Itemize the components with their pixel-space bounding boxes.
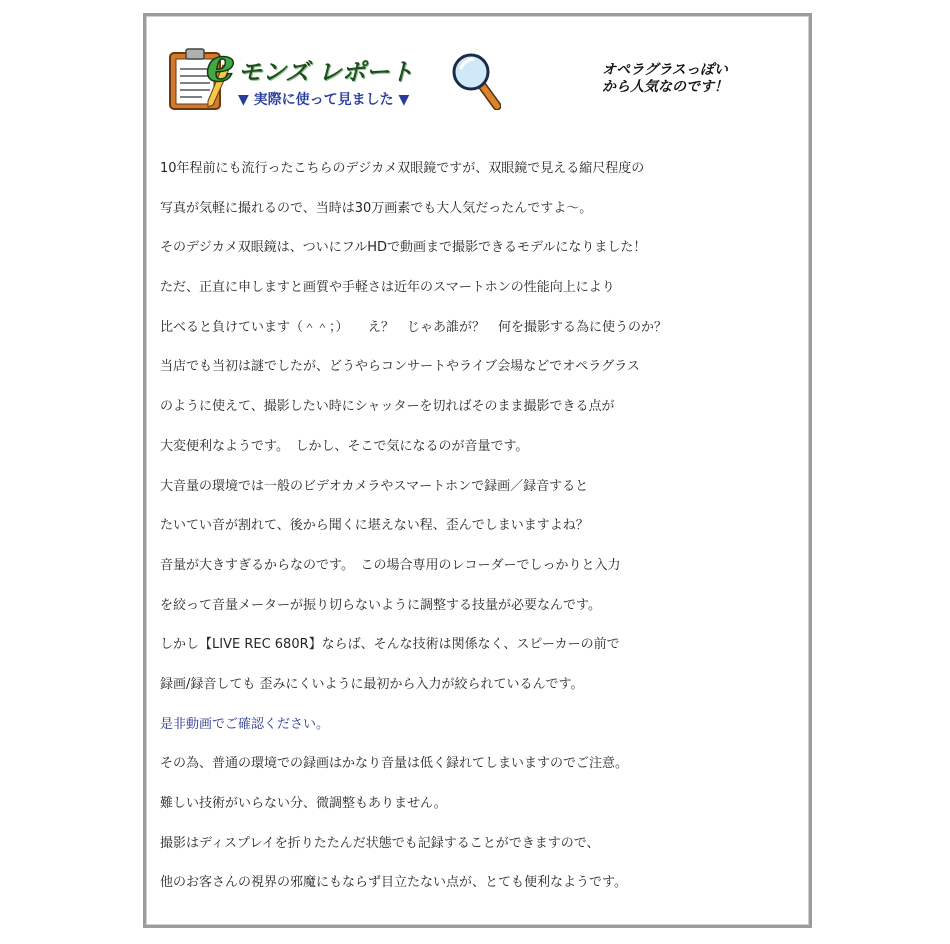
logo-subtitle: ▼ 実際に使って見ました ▼ [238,92,410,108]
report-body [160,149,799,903]
body-line: 他のお客さんの視界の邪魔にもならず目立たない点が、とても便利なようです。 [160,875,627,891]
report-frame [143,13,812,928]
body-line: たいてい音が割れて、後から聞くに堪えない程、歪んでしまいますよね？ [160,518,589,534]
body-line: 10年程前にも流行ったこちらのデジカメ双眼鏡ですが、双眼鏡で見える縮尺程度の [160,161,645,176]
magnifier-icon [451,52,501,110]
body-line: 大音量の環境では一般のビデオカメラやスマートホンで録画／録音すると [160,478,589,494]
body-line: 大変便利なようです。 しかし、そこで気になるのが音量です。 [160,438,529,454]
body-line: のように使えて、撮影したい時にシャッターを切ればそのまま撮影できる点が [160,399,615,415]
body-line: 音量が大きすぎるからなのです。 この場合専用のレコーダーでしっかりと入力 [160,557,621,573]
report-header [146,16,809,136]
body-line: 比べると負けています（＾＾；） え？ じゃあ誰が？ 何を撮影する為に使うのか？ [160,319,668,335]
body-line: しかし【LIVE REC 680R】ならば、そんな技術は関係なく、スピーカーの前で [160,637,620,653]
body-line: 撮影はディスプレイを折りたたんだ状態でも記録することができますので、 [160,835,600,851]
video-link[interactable]: 是非動画でご確認ください。 [160,716,330,732]
body-line: ただ、正直に申しますと画質や手軽さは近年のスマートホンの性能向上により [160,280,615,296]
body-line: 写真が気軽に撮れるので、当時は30万画素でも大人気だったんですよ〜。 [160,200,593,216]
body-line: 当店でも当初は謎でしたが、どうやらコンサートやライブ会場などでオペラグラス [160,359,640,375]
body-line: その為、普通の環境での録画はかなり音量は低く録れてしまいますのでご注意。 [160,756,629,772]
body-line: そのデジカメ双眼鏡は、ついにフルHDで動画まで撮影できるモデルになりました！ [160,240,647,256]
logo-title: モンズ レポート [238,58,414,86]
body-line: を絞って音量メーターが振り切らないように調整する技量が必要なんです。 [160,597,601,613]
logo-letter: e [206,38,236,92]
video-link-line [160,705,799,745]
tagline [589,62,741,96]
tagline-line-2: から人気なのです！ [602,79,728,95]
body-line: 難しい技術がいらない分、微調整もありません。 [160,796,447,811]
tagline-line-1: オペラグラスっぽい [602,62,728,78]
body-line: 録画/録音しても 歪みにくいように最初から入力が絞られているんです。 [160,676,584,692]
